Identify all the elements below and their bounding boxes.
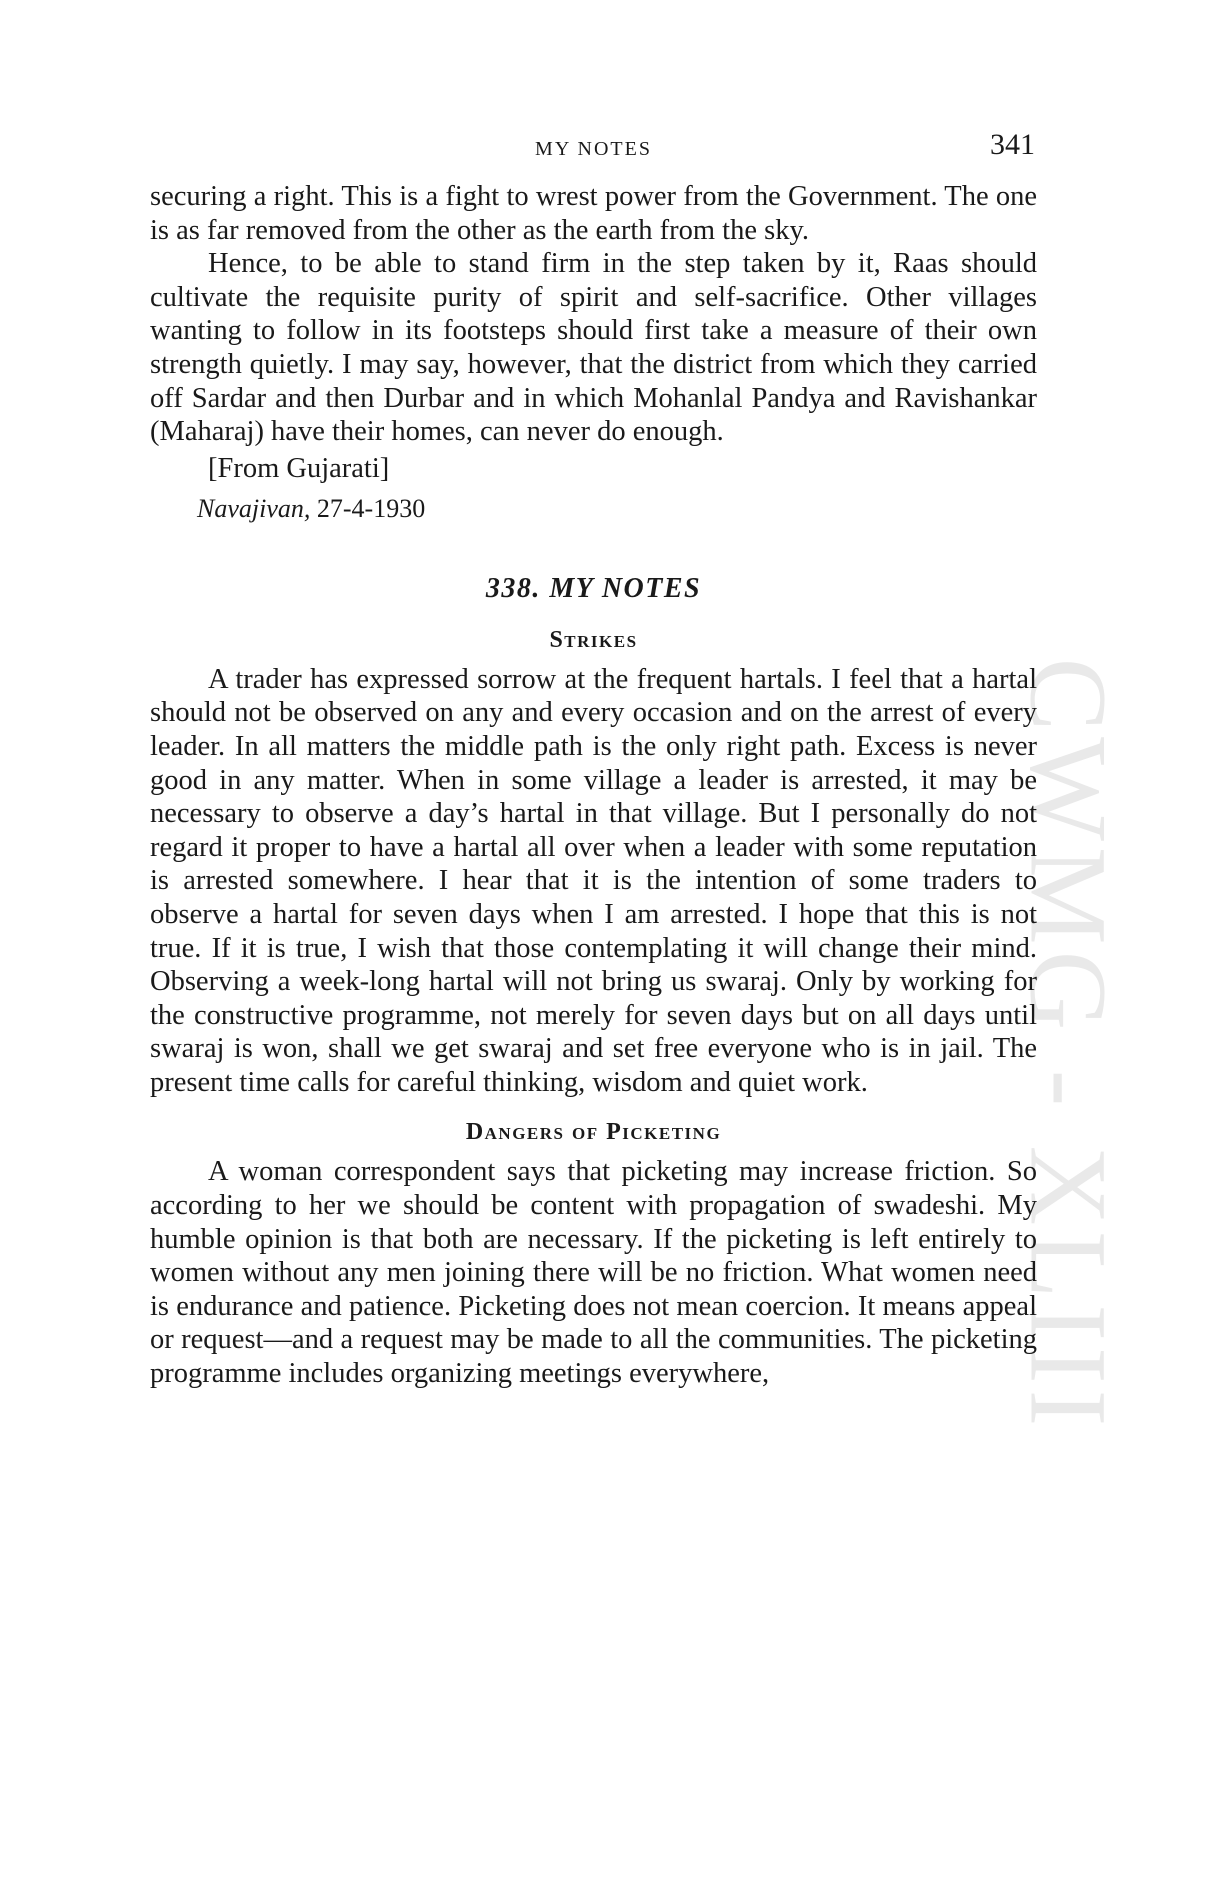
dateline xyxy=(197,491,1037,527)
watermark-text: CWMG - XLIII xyxy=(1007,657,1130,1433)
page-number: 341 xyxy=(990,128,1035,161)
paragraph: Hence, to be able to stand firm in the step taken by it, Raas should cultivate the requisite purity of spirit and self-sacrifice. Other villages wanting to follow in its footsteps should first take a measure of their own strength quietly. I may say, however, that the district from which they carried off Sardar and then Durbar and in which Mohanlal Pandya and Ravishankar (Maharaj) have their homes, can never do enough. xyxy=(150,248,1037,448)
dateline-date: 27-4-1930 xyxy=(316,493,426,523)
source-note: [From Gujarati] xyxy=(208,452,390,484)
running-head xyxy=(152,128,1035,168)
running-title: MY NOTES xyxy=(535,138,652,160)
section-heading-strikes: Strikes xyxy=(549,626,638,653)
section-paragraph-picketing: A woman correspondent says that picketing may increase friction. So according to her we should be content with propagation of swadeshi. My humble opinion is that both are necessary. If the picketing is left entirely to women without any men joining there will be no friction. What women need is endurance and patience. Picketing does not mean coercion. It means appeal or request—and a request may be made to all the communities. The picketing programme includes organizing meetings everywhere, xyxy=(150,1156,1037,1390)
continued-paragraph: securing a right. This is a fight to wrest power from the Government. The one is as far removed from the other as the earth from the sky. xyxy=(150,181,1037,246)
section-heading-picketing: Dangers of Picketing xyxy=(465,1119,722,1146)
dateline-publication: Navajivan, xyxy=(197,493,311,523)
text-block xyxy=(150,180,1037,1391)
article-title: 338. MY NOTES xyxy=(485,572,702,604)
section-paragraph-strikes: A trader has expressed sorrow at the frequent hartals. I feel that a hartal should not be observed on any and every occasion and on the arrest of every leader. In all matters the middle path is the only right path. Excess is never good in any matter. When in some village a leader is arrested, it may be necessary to observe a day’s hartal in that village. But I personally do not regard it proper to have a hartal all over when a leader with some reputation is arrested somewhere. I hear that it is the intention of some traders to observe a hartal for seven days when I am arrested. I hope that this is not true. If it is true, I wish that those contemplating it will change their mind. Observing a week-long hartal will not bring us swaraj. Only by working for the constructive programme, not merely for seven days but on all days until swaraj is won, shall we get swaraj and set free everyone who is in jail. The present time calls for careful thinking, wisdom and quiet work. xyxy=(150,663,1037,1098)
